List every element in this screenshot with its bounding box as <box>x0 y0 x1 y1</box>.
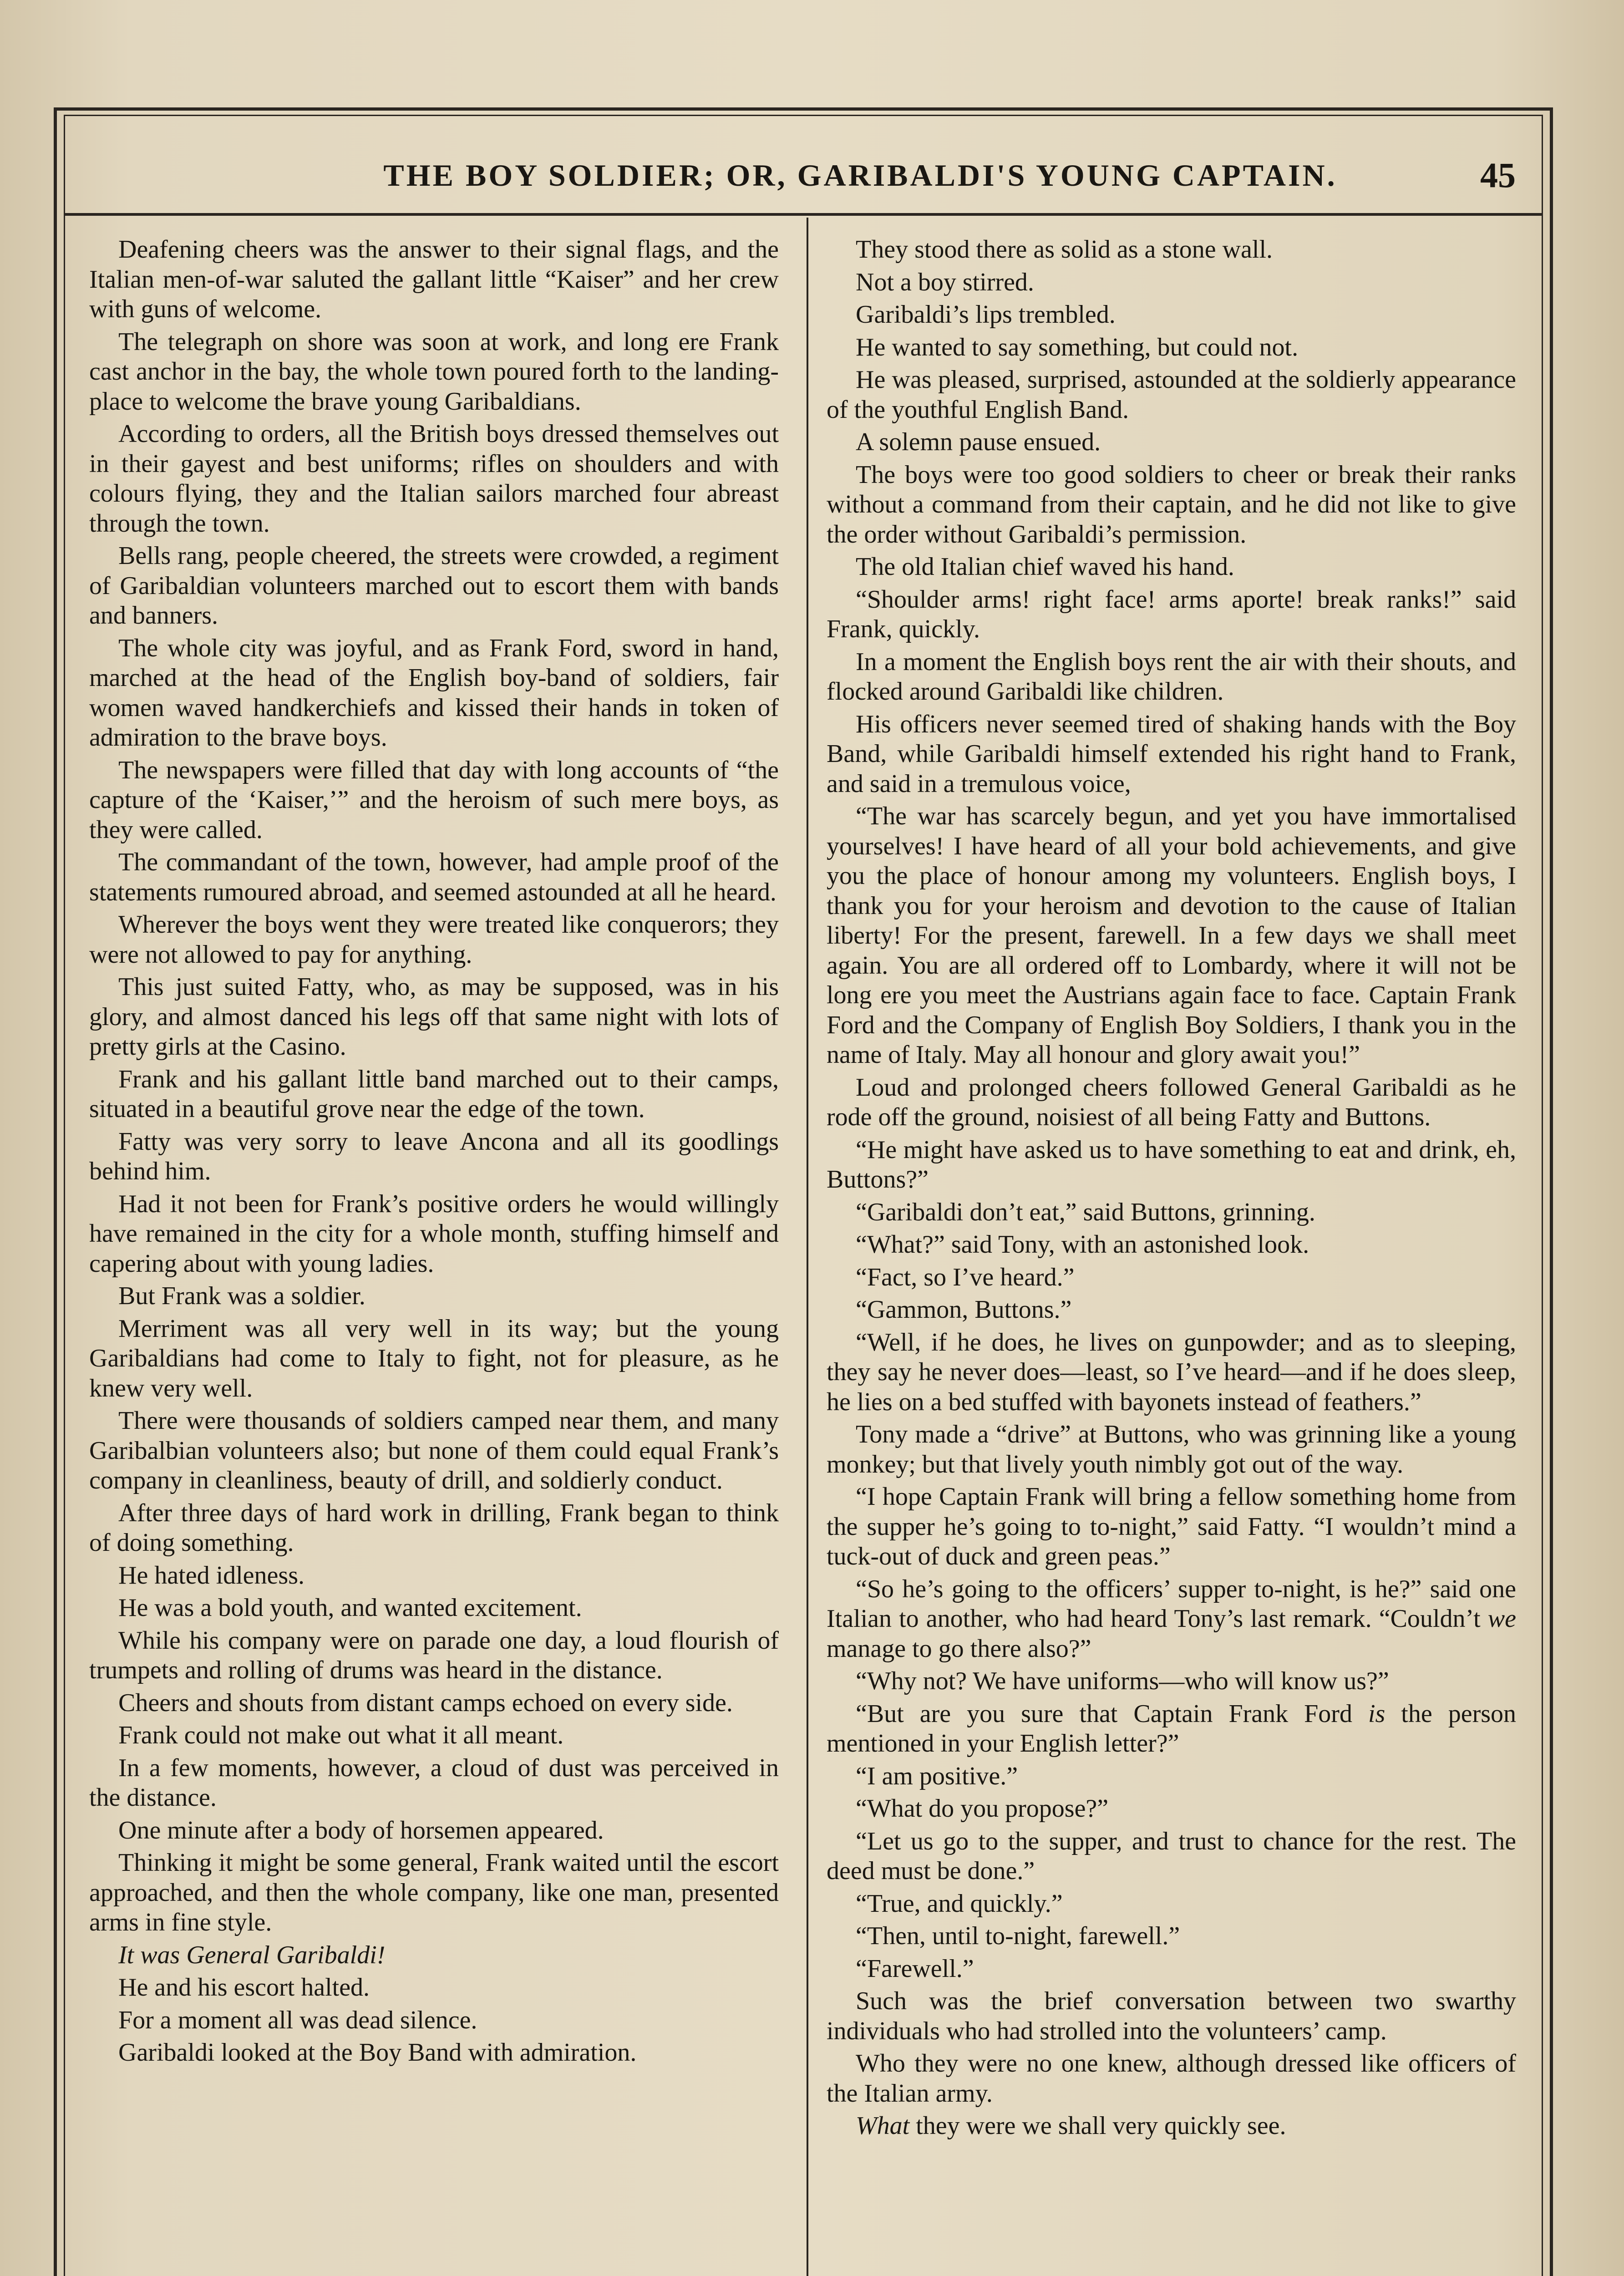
paragraph <box>827 1575 1516 1664</box>
paragraph: One minute after a body of horsemen appeared. <box>118 1816 604 1844</box>
text-run: “So he’s going to the officers’ supper to-night, is he?” said one Italian to another, who had heard Tony’s last remark. <box>827 1575 1516 1633</box>
column-divider-rule <box>807 218 808 2276</box>
paragraph: He and his escort halted. <box>118 1973 370 2002</box>
left-column <box>89 235 779 2071</box>
paragraph-italic: It was General Garibaldi! <box>118 1941 386 1969</box>
paragraph: The commandant of the town, however, had ample proof of the statements rumoured abroad, and seemed astounded at all he heard. <box>89 848 779 906</box>
paragraph <box>827 1699 1516 1759</box>
paragraph: Tony made a “drive” at Buttons, who was grinning like a young monkey; but that lively youth nimbly got out of the way. <box>827 1420 1516 1478</box>
paragraph: He was a bold youth, and wanted excitement. <box>118 1594 582 1622</box>
text-run: “But are you sure that Captain Frank Ford <box>856 1699 1368 1728</box>
paragraph: “Gammon, Buttons.” <box>856 1295 1072 1324</box>
paragraph: “Fact, so I’ve heard.” <box>856 1263 1075 1291</box>
text-run: the person mentioned in your English letter?” <box>827 1699 1517 1758</box>
paragraph <box>827 2111 1516 2141</box>
paragraph: Who they were no one knew, although dressed like officers of the Italian army. <box>827 2049 1516 2108</box>
paragraph: The telegraph on shore was soon at work, and long ere Frank cast anchor in the bay, the whole town poured forth to the landing-place to welcome the brave young Garibaldians. <box>89 327 779 416</box>
paragraph: “I am positive.” <box>856 1762 1018 1790</box>
paragraph: “The war has scarcely begun, and yet you have immortalised yourselves! I have heard of all your bold achievements, and give you the place of honour among my volunteers. English boys, I thank you for your heroism and devotion to the cause of Italian liberty! For the present, farewell. In a few days we shall meet again. You are all ordered off to Lombardy, where it will not be long ere you meet the Austrians again face to face. Captain Frank Ford and the Company of English Boy Soldiers, I thank you in the name of Italy. May all honour and glory await you!” <box>827 802 1516 1069</box>
paragraph: Frank could not make out what it all meant. <box>118 1721 564 1749</box>
paragraph: “Garibaldi don’t eat,” said Buttons, grinning. <box>856 1198 1315 1226</box>
header-rule <box>64 213 1543 216</box>
paragraph: Wherever the boys went they were treated like conquerors; they were not allowed to pay for anything. <box>89 910 779 969</box>
paragraph: “Why not? We have uniforms—who will know us?” <box>856 1667 1389 1695</box>
paragraph: Bells rang, people cheered, the streets were crowded, a regiment of Garibaldian volunteers marched out to escort them with bands and banners. <box>89 542 779 630</box>
page-number: 45 <box>1480 155 1516 195</box>
paragraph: “Shoulder arms! right face! arms aporte! break ranks!” said Frank, quickly. <box>827 585 1516 643</box>
paragraph: Not a boy stirred. <box>856 268 1034 296</box>
paragraph: Frank and his gallant little band marched out to their camps, situated in a beautiful grove near the edge of the town. <box>89 1065 779 1123</box>
paragraph: “He might have asked us to have something to eat and drink, eh, Buttons?” <box>827 1135 1516 1194</box>
paragraph: Had it not been for Frank’s positive orders he would willingly have remained in the city for a whole month, stuffing himself and capering about with young ladies. <box>89 1189 779 1278</box>
paragraph: His officers never seemed tired of shaking hands with the Boy Band, while Garibaldi himself extended his right hand to Frank, and said in a tremulous voice, <box>827 710 1516 798</box>
paragraph: He wanted to say something, but could not. <box>856 333 1299 361</box>
text-run: they were we shall very quickly see. <box>909 2112 1286 2140</box>
paragraph: “What do you propose?” <box>856 1794 1109 1823</box>
paragraph: “What?” said Tony, with an astonished look. <box>856 1230 1309 1259</box>
paragraph: “Then, until to-night, farewell.” <box>856 1922 1180 1950</box>
paragraph: Deafening cheers was the answer to their signal flags, and the Italian men-of-war saluted the gallant little “Kaiser” and her crew with guns of welcome. <box>89 235 779 323</box>
paragraph: A solemn pause ensued. <box>856 428 1101 456</box>
paragraph: The whole city was joyful, and as Frank Ford, sword in hand, marched at the head of the English boy-band of soldiers, fair women waved handkerchiefs and kissed their hands in token of admiration to the brave boys. <box>89 634 779 752</box>
running-title: THE BOY SOLDIER; OR, GARIBALDI'S YOUNG CAPTAIN. <box>383 158 1337 193</box>
paragraph: Cheers and shouts from distant camps echoed on every side. <box>118 1688 733 1717</box>
paragraph: The old Italian chief waved his hand. <box>856 553 1234 581</box>
paragraph: For a moment all was dead silence. <box>118 2006 477 2034</box>
right-column <box>827 235 1516 2144</box>
paragraph: But Frank was a soldier. <box>118 1282 365 1310</box>
italic-word: we <box>1487 1605 1516 1633</box>
paragraph: “I hope Captain Frank will bring a fellow something home from the supper he’s going to to-night,” said Fatty. “I wouldn’t mind a tuck-out of duck and green peas.” <box>827 1483 1516 1570</box>
paragraph: According to orders, all the British boys dressed themselves out in their gayest and best uniforms; rifles on shoulders and with colours flying, they and the Italian sailors marched four abreast through the town. <box>89 420 779 538</box>
paragraph: Garibaldi’s lips trembled. <box>856 300 1116 329</box>
italic-word: is <box>1368 1699 1385 1728</box>
paragraph: There were thousands of soldiers camped near them, and many Garibalbian volunteers also; but none of them could equal Frank’s company in cleanliness, beauty of drill, and soldierly conduct. <box>89 1407 779 1494</box>
italic-word: What <box>856 2112 910 2140</box>
paragraph: “True, and quickly.” <box>856 1889 1063 1918</box>
paragraph: Fatty was very sorry to leave Ancona and all its goodlings behind him. <box>89 1127 779 1185</box>
paragraph: Garibaldi looked at the Boy Band with admiration. <box>118 2038 637 2067</box>
paragraph: He was pleased, surprised, astounded at the soldierly appearance of the youthful English Band. <box>827 366 1516 424</box>
paragraph: “Well, if he does, he lives on gunpowder; and as to sleeping, they say he never does—least, so I’ve heard—and if he does sleep, he lies on a bed stuffed with bayonets instead of feathers.” <box>827 1328 1516 1416</box>
paragraph: After three days of hard work in drilling, Frank began to think of doing something. <box>89 1499 779 1557</box>
paragraph: “Let us go to the supper, and trust to chance for the rest. The deed must be done.” <box>827 1827 1516 1885</box>
paragraph: Such was the brief conversation between two swarthy individuals who had strolled into the volunteers’ camp. <box>827 1987 1516 2045</box>
paragraph: Thinking it might be some general, Frank waited until the escort approached, and then the whole company, like one man, presented arms in fine style. <box>89 1849 779 1936</box>
text-run: manage to go there also?” <box>827 1634 1091 1663</box>
paragraph: Merriment was all very well in its way; but the young Garibaldians had come to Italy to fight, not for pleasure, as he knew very well. <box>89 1314 779 1402</box>
paragraph: “Farewell.” <box>856 1954 974 1983</box>
paragraph: In a moment the English boys rent the air with their shouts, and flocked around Garibaldi like children. <box>827 647 1516 706</box>
paragraph: The newspapers were filled that day with long accounts of “the capture of the ‘Kaiser,’” and the heroism of such mere boys, as they were called. <box>89 756 779 844</box>
running-head <box>64 150 1543 200</box>
paragraph: Loud and prolonged cheers followed General Garibaldi as he rode off the ground, noisiest of all being Fatty and Buttons. <box>827 1073 1516 1131</box>
paragraph: The boys were too good soldiers to cheer or break their ranks without a command from their captain, and he did not like to give the order without Garibaldi’s permission. <box>827 460 1516 549</box>
paragraph: While his company were on parade one day, a loud flourish of trumpets and rolling of drums was heard in the distance. <box>89 1626 779 1684</box>
paragraph: This just suited Fatty, who, as may be supposed, was in his glory, and almost danced his legs off that same night with lots of pretty girls at the Casino. <box>89 973 779 1061</box>
paragraph: He hated idleness. <box>118 1561 304 1590</box>
text-run: “Couldn’t <box>1379 1605 1488 1633</box>
paragraph: In a few moments, however, a cloud of dust was perceived in the distance. <box>89 1753 779 1812</box>
paragraph: They stood there as solid as a stone wall. <box>856 235 1273 264</box>
